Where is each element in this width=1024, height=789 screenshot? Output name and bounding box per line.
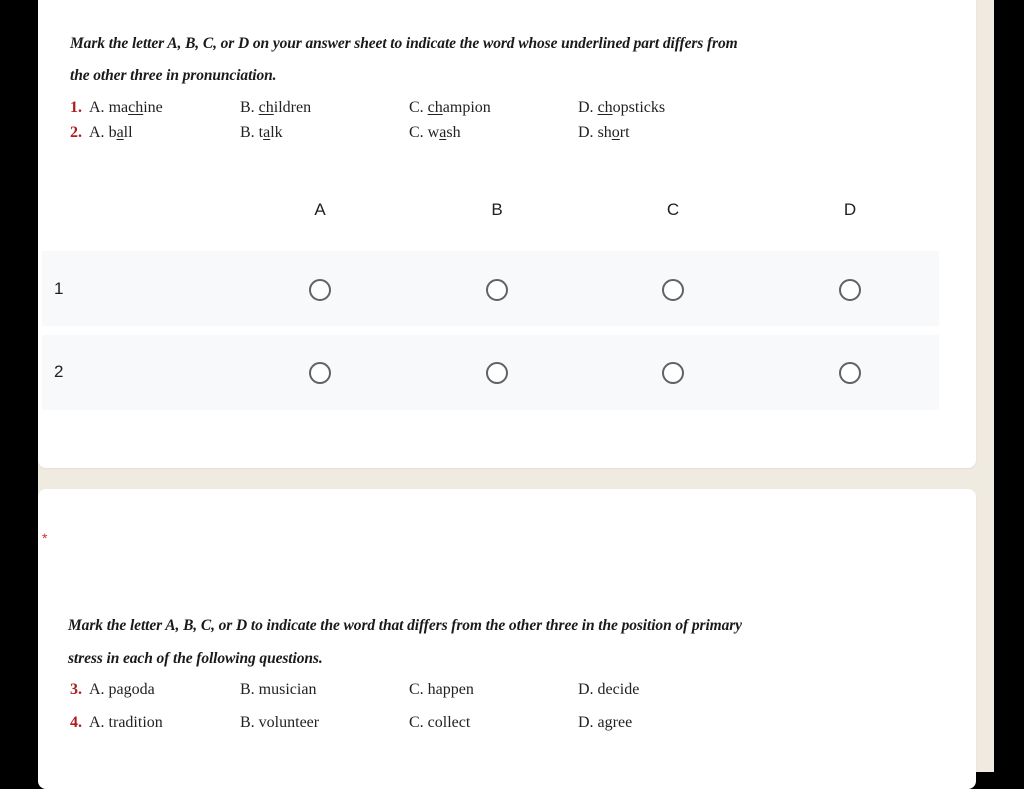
- radio-2-c[interactable]: [662, 362, 684, 384]
- option-d: D. decide: [578, 681, 640, 698]
- underlined-part: a: [116, 124, 124, 141]
- grid-column-header-a: A: [314, 200, 326, 219]
- instruction-text-line1: Mark the letter A, B, C, or D on your answer sheet to indicate the word whose underlined part differs from: [70, 35, 738, 52]
- option-c: C. champion: [409, 99, 491, 116]
- underlined-part: a: [439, 124, 447, 141]
- instruction-text-line2: the other three in pronunciation.: [70, 67, 277, 84]
- radio-1-d[interactable]: [839, 279, 861, 301]
- instruction-text-line2: stress in each of the following questions.: [68, 650, 323, 667]
- grid-column-header-c: C: [666, 200, 680, 219]
- option-d: D. chopsticks: [578, 99, 666, 116]
- grid-row-label-1: 1: [54, 279, 64, 298]
- option-b: B. volunteer: [240, 714, 320, 731]
- option-a: A. machine: [89, 99, 163, 116]
- question-number: 1.: [70, 99, 82, 116]
- underlined-part: a: [263, 124, 271, 141]
- question-number: 4.: [70, 714, 82, 731]
- underlined-part: ch: [128, 99, 144, 116]
- option-a: A. pagoda: [89, 681, 155, 698]
- underlined-part: ch: [258, 99, 274, 116]
- option-c: C. happen: [409, 681, 474, 698]
- instruction-text-line1: Mark the letter A, B, C, or D to indicate the word that differs from the other three in the position of primary: [68, 617, 742, 634]
- radio-2-b[interactable]: [486, 362, 508, 384]
- option-d: D. short: [578, 124, 630, 141]
- option-a: A. tradition: [89, 714, 163, 731]
- radio-2-a[interactable]: [309, 362, 331, 384]
- option-b: B. talk: [240, 124, 283, 141]
- option-b: B. children: [240, 99, 312, 116]
- question-number: 2.: [70, 124, 82, 141]
- option-a: A. ball: [89, 124, 133, 141]
- required-asterisk: *: [42, 530, 48, 546]
- radio-1-c[interactable]: [662, 279, 684, 301]
- radio-2-d[interactable]: [839, 362, 861, 384]
- option-c: C. wash: [409, 124, 461, 141]
- question-number: 3.: [70, 681, 82, 698]
- option-b: B. musician: [240, 681, 317, 698]
- underlined-part: ch: [597, 99, 613, 116]
- grid-column-header-d: D: [843, 200, 857, 219]
- radio-1-a[interactable]: [309, 279, 331, 301]
- radio-1-b[interactable]: [486, 279, 508, 301]
- grid-row-label-2: 2: [54, 362, 64, 381]
- underlined-part: o: [611, 124, 620, 141]
- option-d: D. agree: [578, 714, 633, 731]
- grid-column-header-b: B: [491, 200, 503, 219]
- option-c: C. collect: [409, 714, 471, 731]
- underlined-part: ch: [427, 99, 443, 116]
